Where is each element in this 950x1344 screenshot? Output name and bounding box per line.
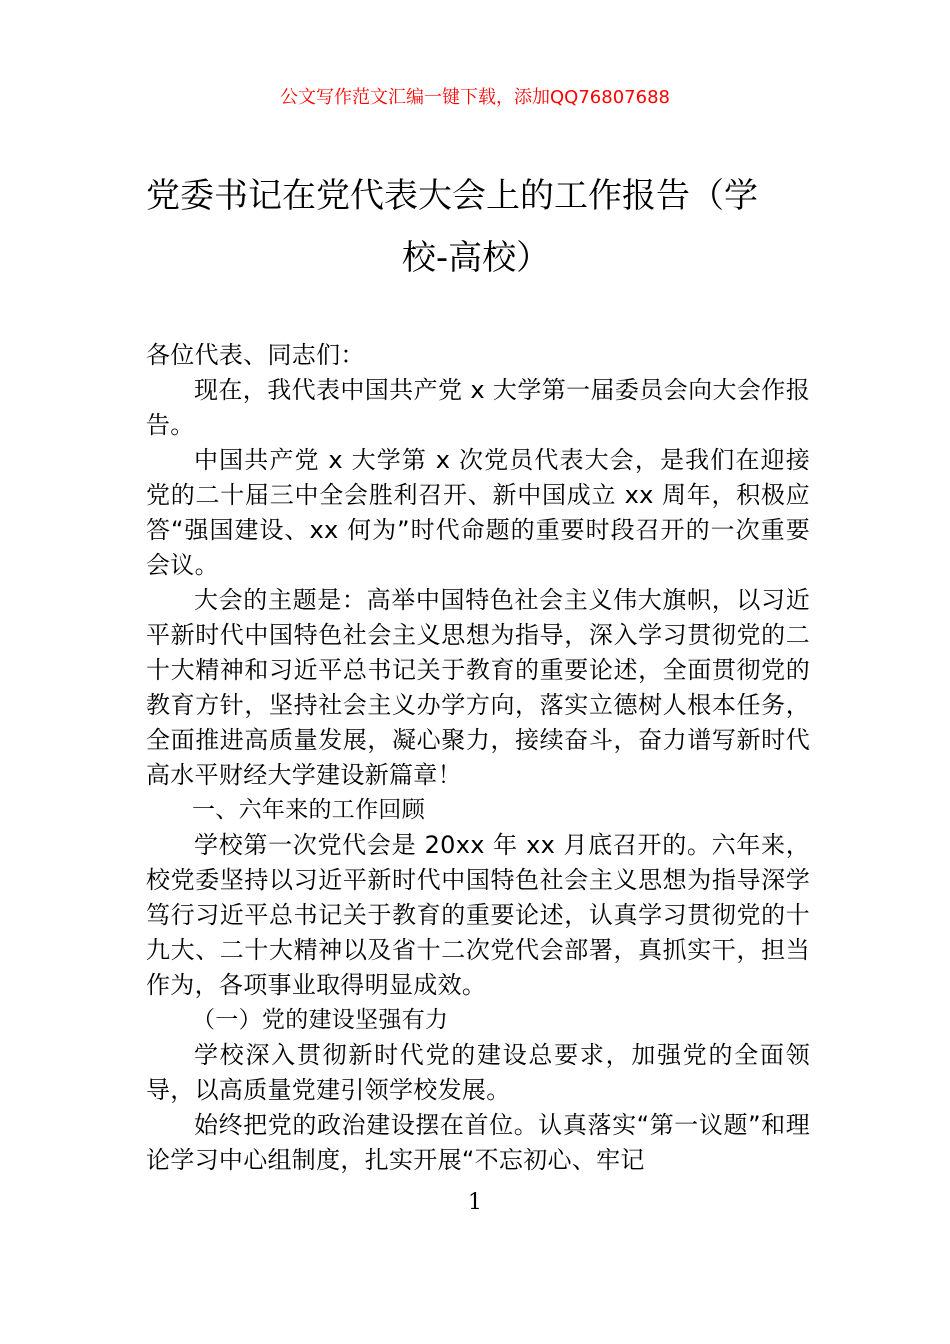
paragraph: 大会的主题是：高举中国特色社会主义伟大旗帜，以习近平新时代中国特色社会主义思想为指导，深入学习贯彻党的二十大精神和习近平总书记关于教育的重要论述，全面贯彻党的教育方针，坚持社会主义办学方向，落实立德树人根本任务，全面推进高质量发展，凝心聚力，接续奋斗，奋力谱写新时代高水平财经大学建设新篇章！ (146, 586, 810, 789)
section-heading: 一、六年来的工作回顾 (192, 797, 425, 823)
paragraph: 始终把党的政治建设摆在首位。认真落实“第一议题”和理论学习中心组制度，扎实开展“不忘初心、牢记 (146, 1111, 810, 1174)
subsection-heading: （一）党的建设坚强有力 (192, 1007, 449, 1033)
paragraph: 学校深入贯彻新时代党的建设总要求，加强党的全面领导，以高质量党建引领学校发展。 (146, 1041, 810, 1104)
paragraph: 学校第一次党代会是 20xx 年 xx 月底召开的。六年来，校党委坚持以习近平新时代中国特色社会主义思想为指导深学笃行习近平总书记关于教育的重要论述，认真学习贯彻党的十九大、二十大精神以及省十二次党代会部署，真抓实干，担当作为，各项事业取得明显成效。 (146, 831, 810, 999)
page-number: 1 (468, 1190, 482, 1215)
document-title (146, 168, 806, 286)
title-line-2: 校-高校） (401, 238, 551, 278)
paragraph: 现在，我代表中国共产党 x 大学第一届委员会向大会作报告。 (146, 376, 810, 439)
paragraph: 中国共产党 x 大学第 x 次党员代表大会，是我们在迎接党的二十届三中全会胜利召开、新中国成立 xx 周年，积极应答“强国建设、xx 何为”时代命题的重要时段召开的一次重要会议。 (146, 446, 810, 579)
title-line-1: 党委书记在党代表大会上的工作报告（学 (146, 176, 758, 216)
download-notice: 公文写作范文汇编一键下载，添加QQ76807688 (280, 87, 670, 108)
salutation: 各位代表、同志们： (146, 341, 365, 369)
document-body (146, 338, 810, 1178)
